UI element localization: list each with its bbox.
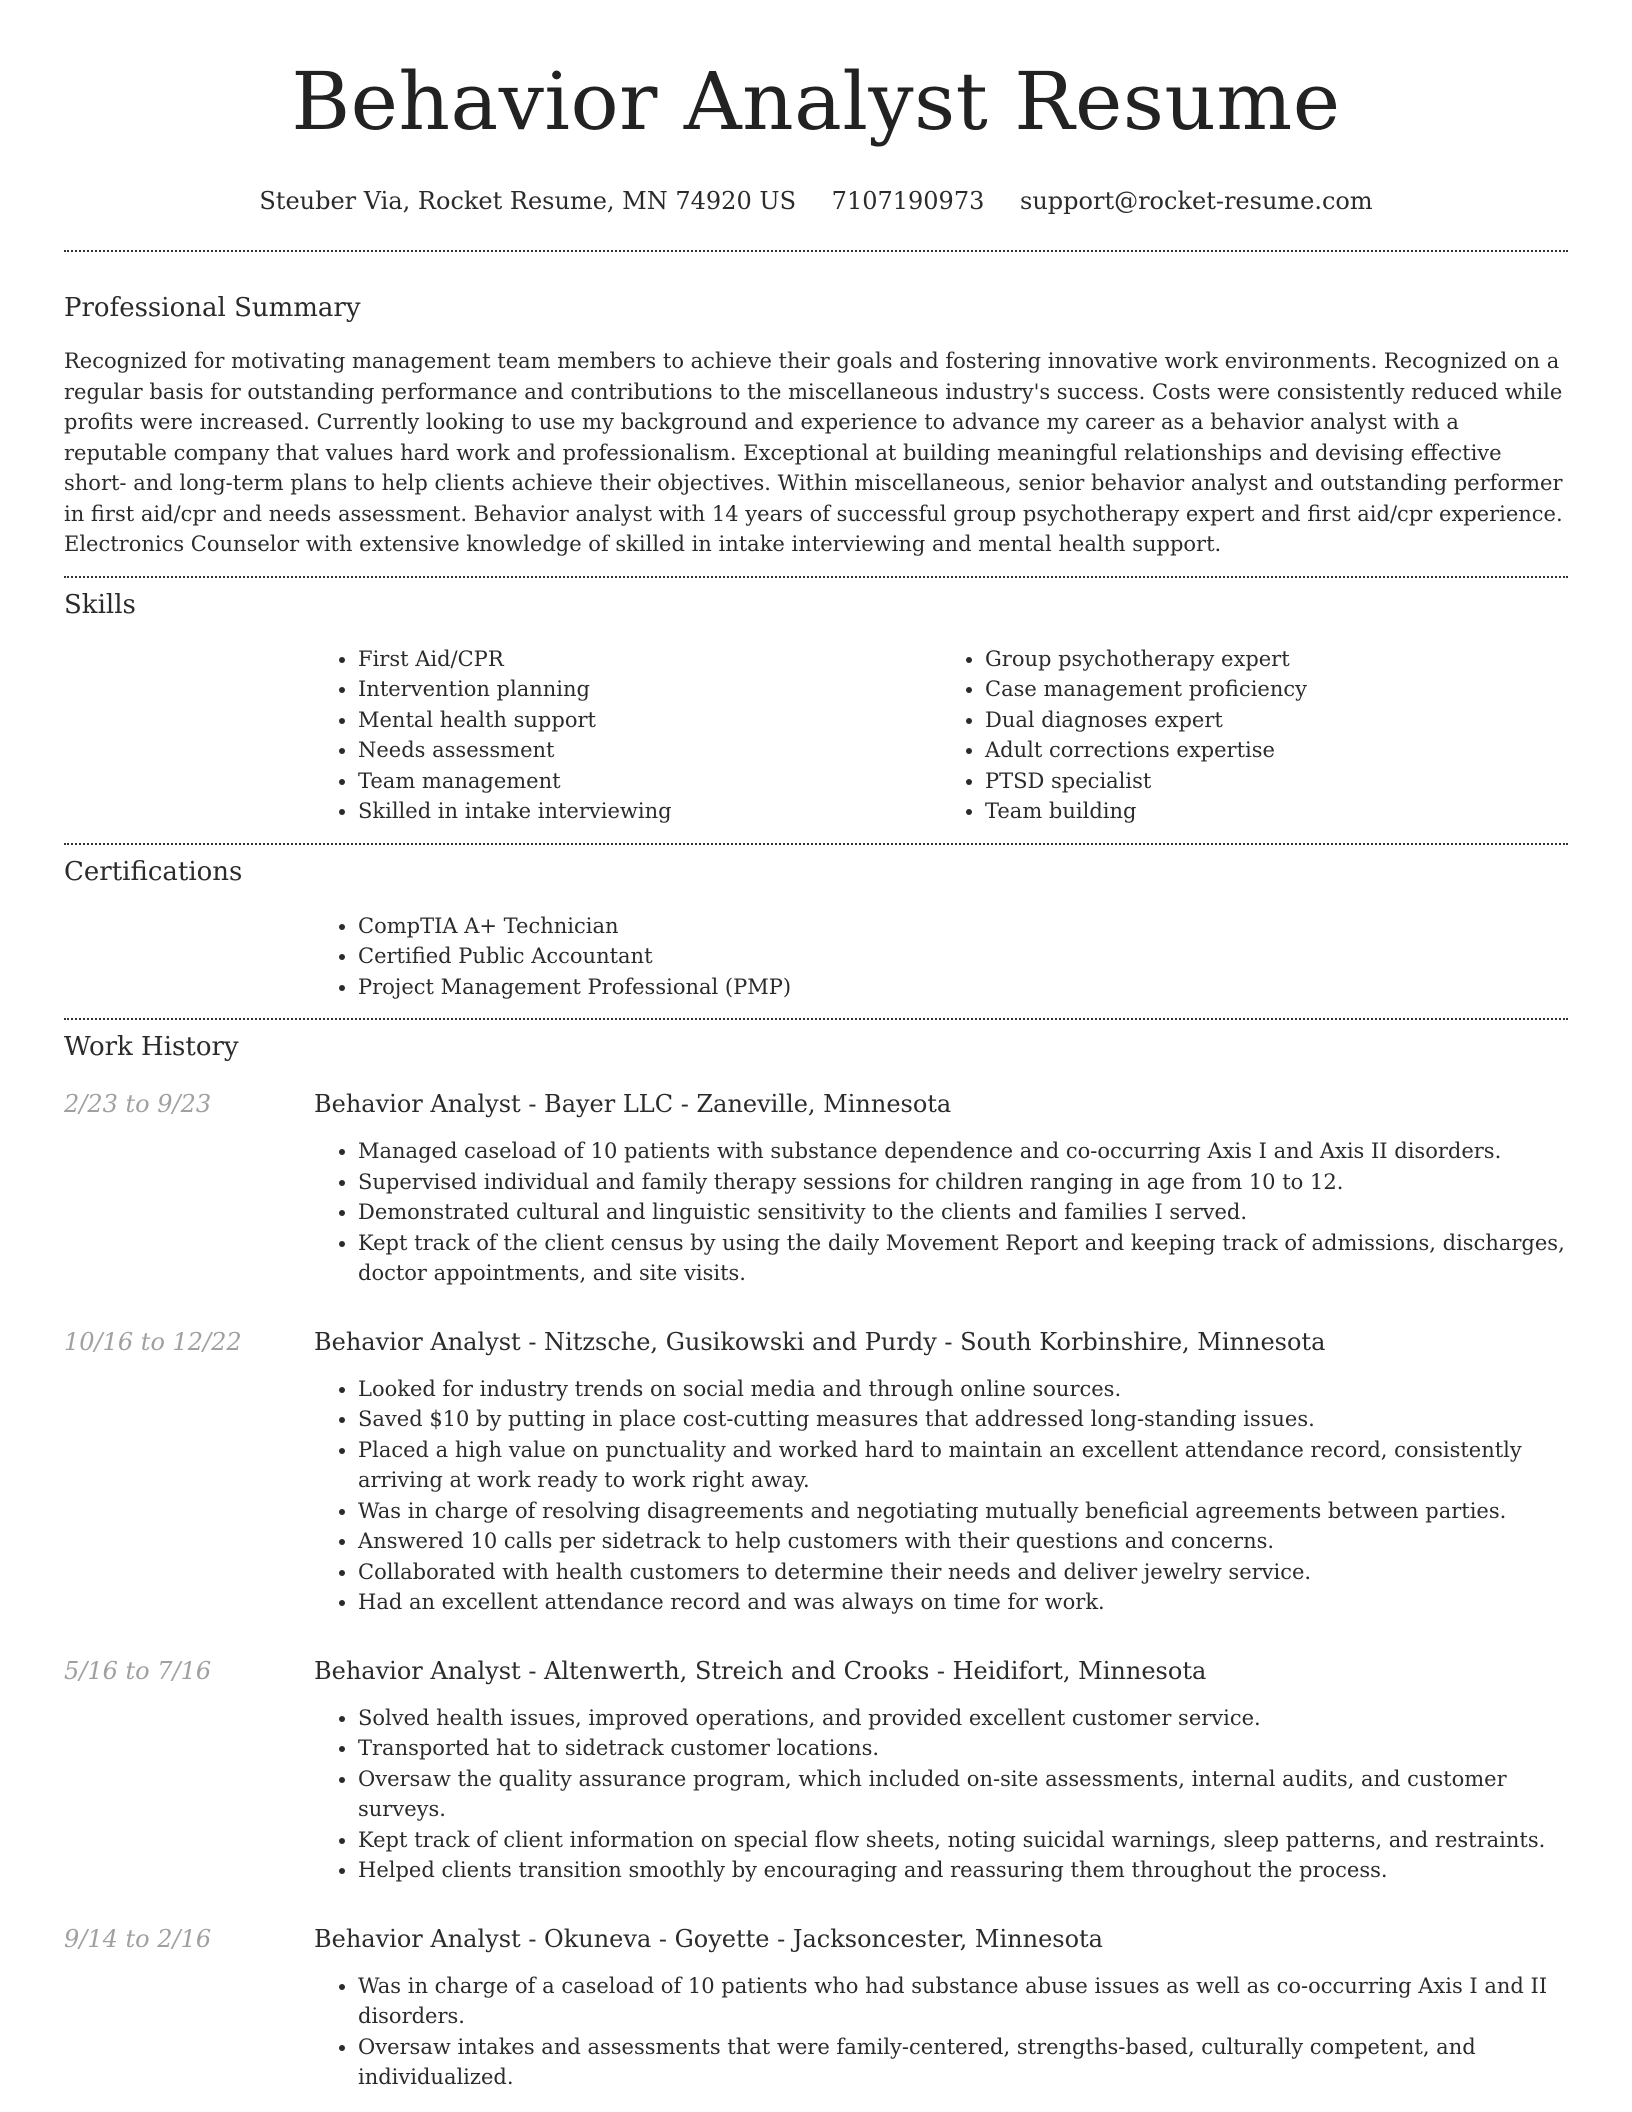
list-item: • Oversaw intakes and assessments that were family-centered, strengths-based, culturally competent, and individualized. [358, 2032, 1568, 2093]
job-bullets [314, 1374, 1568, 1618]
list-item: • Group psychotherapy expert [985, 644, 1568, 675]
skills-list-left [314, 644, 941, 827]
job-entry [64, 1656, 1568, 1886]
list-item: • Placed a high value on punctuality and worked hard to maintain an excellent attendance record, consistently arriving at work ready to work right away. [358, 1435, 1568, 1496]
contact-email: support@rocket-resume.com [1020, 187, 1373, 215]
list-item: • Adult corrections expertise [985, 735, 1568, 766]
list-item: • Managed caseload of 10 patients with substance dependence and co-occurring Axis I and Axis II disorders. [358, 1136, 1568, 1167]
divider [64, 843, 1568, 845]
list-item: • Saved $10 by putting in place cost-cutting measures that addressed long-standing issues. [358, 1404, 1568, 1435]
job-bullets [314, 1703, 1568, 1886]
skills-section [64, 589, 1568, 827]
job-dates: 9/14 to 2/16 [64, 1924, 212, 1953]
list-item: • Kept track of the client census by using the daily Movement Report and keeping track of admissions, discharges, doctor appointments, and site visits. [358, 1228, 1568, 1289]
list-item: • PTSD specialist [985, 766, 1568, 797]
summary-text: Recognized for motivating management team members to achieve their goals and fostering innovative work environments. Recognized on a regular basis for outstanding performance and contributions to the miscellaneous industry's success. Costs were consistently reduced while profits were increased. Currently looking to use my background and experience to advance my career as a behavior analyst with a reputable company that values hard work and professionalism. Exceptional at building meaningful relationships and devising effective short- and long-term plans to help clients achieve their objectives. Within miscellaneous, senior behavior analyst and outstanding performer in first aid/cpr and needs assessment. Behavior analyst with 14 years of successful group psychotherapy expert and first aid/cpr experience. Electronics Counselor with extensive knowledge of skilled in intake interviewing and mental health support. [64, 349, 1563, 556]
job-entry [64, 1089, 1568, 1289]
list-item: • Had an excellent attendance record and was always on time for work. [358, 1587, 1568, 1618]
list-item: • Looked for industry trends on social media and through online sources. [358, 1374, 1568, 1405]
resume-title: Behavior Analyst Resume [291, 55, 1341, 148]
list-item: • Project Management Professional (PMP) [358, 972, 1568, 1003]
section-title-summary: Professional Summary [64, 293, 361, 323]
list-item: • Team building [985, 796, 1568, 827]
job-bullets [314, 1971, 1568, 2093]
job-dates: 5/16 to 7/16 [64, 1656, 212, 1685]
list-item: • Dual diagnoses expert [985, 705, 1568, 736]
job-title: Behavior Analyst - Nitzsche, Gusikowski and Purdy - South Korbinshire, Minnesota [314, 1327, 1326, 1356]
list-item: • Demonstrated cultural and linguistic sensitivity to the clients and families I served. [358, 1197, 1568, 1228]
list-item: • Solved health issues, improved operations, and provided excellent customer service. [358, 1703, 1568, 1734]
certifications-section [64, 856, 1568, 1003]
section-title-work: Work History [64, 1032, 239, 1062]
list-item: • Oversaw the quality assurance program, which included on-site assessments, internal audits, and customer surveys. [358, 1764, 1568, 1825]
list-item: • CompTIA A+ Technician [358, 911, 1568, 942]
list-item: • Skilled in intake interviewing [358, 796, 941, 827]
contact-address: Steuber Via, Rocket Resume, MN 74920 US [259, 187, 797, 215]
list-item: • Transported hat to sidetrack customer locations. [358, 1733, 1568, 1764]
work-section [64, 1031, 1568, 2093]
list-item: • Case management proficiency [985, 674, 1568, 705]
job-title: Behavior Analyst - Altenwerth, Streich and Crooks - Heidifort, Minnesota [314, 1656, 1207, 1685]
list-item: • Helped clients transition smoothly by encouraging and reassuring them throughout the process. [358, 1855, 1568, 1886]
skills-grid [314, 644, 1568, 827]
work-history-list [64, 1089, 1568, 2093]
job-entry [64, 1327, 1568, 1618]
list-item: • Supervised individual and family therapy sessions for children ranging in age from 10 to 12. [358, 1167, 1568, 1198]
job-title: Behavior Analyst - Okuneva - Goyette - Jacksoncester, Minnesota [314, 1924, 1103, 1953]
list-item: • Team management [358, 766, 941, 797]
job-dates: 2/23 to 9/23 [64, 1090, 212, 1118]
divider [64, 1018, 1568, 1020]
resume-page [64, 0, 1568, 2093]
list-item: • Collaborated with health customers to determine their needs and deliver jewelry service. [358, 1557, 1568, 1588]
divider [64, 576, 1568, 578]
skills-list-right [941, 644, 1568, 827]
list-item: • Was in charge of resolving disagreements and negotiating mutually beneficial agreements between parties. [358, 1496, 1568, 1527]
list-item: • Mental health support [358, 705, 941, 736]
list-item: • First Aid/CPR [358, 644, 941, 675]
job-dates: 10/16 to 12/22 [64, 1327, 242, 1356]
contact-line [64, 186, 1568, 216]
list-item: • Needs assessment [358, 735, 941, 766]
list-item: • Intervention planning [358, 674, 941, 705]
job-entry [64, 1924, 1568, 2093]
job-bullets [314, 1136, 1568, 1289]
list-item: • Certified Public Accountant [358, 941, 1568, 972]
divider [64, 250, 1568, 252]
summary-section [64, 292, 1568, 560]
certifications-list [314, 911, 1568, 1003]
list-item: • Was in charge of a caseload of 10 patients who had substance abuse issues as well as co-occurring Axis I and II disorders. [358, 1971, 1568, 2032]
section-title-skills: Skills [64, 589, 136, 620]
list-item: • Answered 10 calls per sidetrack to help customers with their questions and concerns. [358, 1526, 1568, 1557]
contact-phone: 7107190973 [831, 187, 985, 215]
list-item: • Kept track of client information on special flow sheets, noting suicidal warnings, sleep patterns, and restraints. [358, 1825, 1568, 1856]
job-title: Behavior Analyst - Bayer LLC - Zaneville, Minnesota [314, 1090, 952, 1118]
section-title-certifications: Certifications [64, 856, 243, 887]
